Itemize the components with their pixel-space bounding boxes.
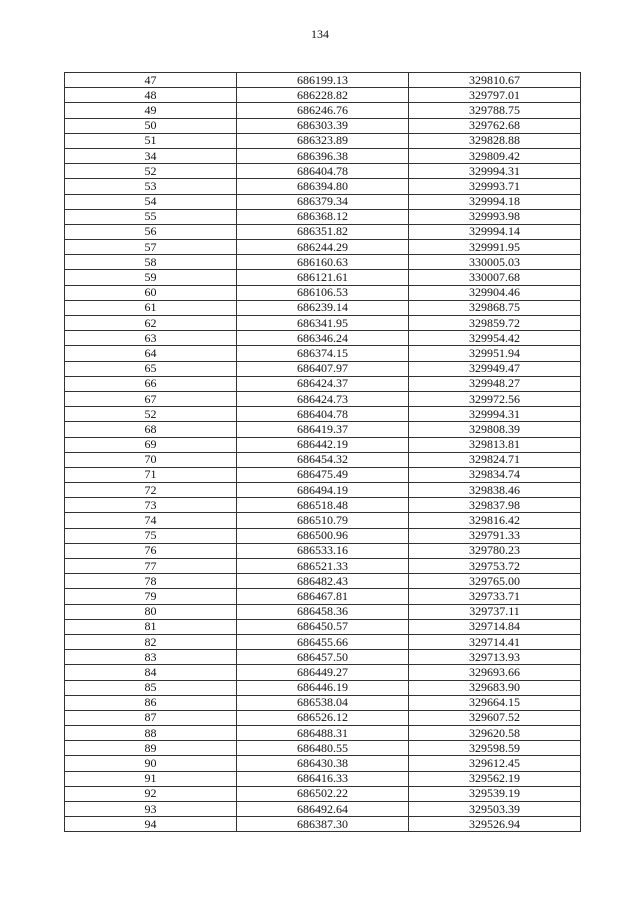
table-row: [65, 771, 581, 786]
point-number-cell: 54: [65, 194, 237, 209]
table-row: [65, 726, 581, 741]
table-row: [65, 483, 581, 498]
y-coordinate-cell: 329904.46: [409, 285, 581, 300]
point-number-cell: 85: [65, 680, 237, 695]
x-coordinate-cell: 686387.30: [237, 817, 409, 832]
x-coordinate-cell: 686341.95: [237, 316, 409, 331]
point-number-cell: 49: [65, 103, 237, 118]
table-row: [65, 376, 581, 391]
x-coordinate-cell: 686419.37: [237, 422, 409, 437]
x-coordinate-cell: 686488.31: [237, 726, 409, 741]
y-coordinate-cell: 329809.42: [409, 148, 581, 163]
point-number-cell: 34: [65, 148, 237, 163]
x-coordinate-cell: 686346.24: [237, 331, 409, 346]
point-number-cell: 83: [65, 650, 237, 665]
y-coordinate-cell: 329991.95: [409, 240, 581, 255]
point-number-cell: 76: [65, 543, 237, 558]
y-coordinate-cell: 329714.84: [409, 619, 581, 634]
point-number-cell: 88: [65, 726, 237, 741]
x-coordinate-cell: 686407.97: [237, 361, 409, 376]
y-coordinate-cell: 329816.42: [409, 513, 581, 528]
y-coordinate-cell: 330005.03: [409, 255, 581, 270]
y-coordinate-cell: 329993.71: [409, 179, 581, 194]
x-coordinate-cell: 686228.82: [237, 88, 409, 103]
x-coordinate-cell: 686351.82: [237, 224, 409, 239]
x-coordinate-cell: 686455.66: [237, 634, 409, 649]
y-coordinate-cell: 329808.39: [409, 422, 581, 437]
x-coordinate-cell: 686442.19: [237, 437, 409, 452]
x-coordinate-cell: 686106.53: [237, 285, 409, 300]
x-coordinate-cell: 686394.80: [237, 179, 409, 194]
table-row: [65, 270, 581, 285]
y-coordinate-cell: 330007.68: [409, 270, 581, 285]
point-number-cell: 57: [65, 240, 237, 255]
table-row: [65, 118, 581, 133]
point-number-cell: 61: [65, 300, 237, 315]
y-coordinate-cell: 329620.58: [409, 726, 581, 741]
table-row: [65, 467, 581, 482]
table-row: [65, 437, 581, 452]
point-number-cell: 55: [65, 209, 237, 224]
point-number-cell: 92: [65, 786, 237, 801]
point-number-cell: 87: [65, 710, 237, 725]
y-coordinate-cell: 329683.90: [409, 680, 581, 695]
table-row: [65, 133, 581, 148]
point-number-cell: 59: [65, 270, 237, 285]
y-coordinate-cell: 329714.41: [409, 634, 581, 649]
y-coordinate-cell: 329788.75: [409, 103, 581, 118]
table-row: [65, 103, 581, 118]
x-coordinate-cell: 686475.49: [237, 467, 409, 482]
y-coordinate-cell: 329713.93: [409, 650, 581, 665]
y-coordinate-cell: 329837.98: [409, 498, 581, 513]
x-coordinate-cell: 686323.89: [237, 133, 409, 148]
y-coordinate-cell: 329824.71: [409, 452, 581, 467]
x-coordinate-cell: 686396.38: [237, 148, 409, 163]
point-number-cell: 72: [65, 483, 237, 498]
x-coordinate-cell: 686500.96: [237, 528, 409, 543]
table-row: [65, 346, 581, 361]
point-number-cell: 91: [65, 771, 237, 786]
coordinate-table: [64, 72, 581, 832]
y-coordinate-cell: 329526.94: [409, 817, 581, 832]
y-coordinate-cell: 329951.94: [409, 346, 581, 361]
x-coordinate-cell: 686430.38: [237, 756, 409, 771]
y-coordinate-cell: 329607.52: [409, 710, 581, 725]
y-coordinate-cell: 329733.71: [409, 589, 581, 604]
x-coordinate-cell: 686303.39: [237, 118, 409, 133]
table-row: [65, 634, 581, 649]
x-coordinate-cell: 686526.12: [237, 710, 409, 725]
x-coordinate-cell: 686244.29: [237, 240, 409, 255]
table-row: [65, 665, 581, 680]
x-coordinate-cell: 686482.43: [237, 574, 409, 589]
y-coordinate-cell: 329562.19: [409, 771, 581, 786]
point-number-cell: 51: [65, 133, 237, 148]
x-coordinate-cell: 686492.64: [237, 802, 409, 817]
y-coordinate-cell: 329994.18: [409, 194, 581, 209]
point-number-cell: 62: [65, 316, 237, 331]
point-number-cell: 63: [65, 331, 237, 346]
x-coordinate-cell: 686480.55: [237, 741, 409, 756]
x-coordinate-cell: 686379.34: [237, 194, 409, 209]
x-coordinate-cell: 686160.63: [237, 255, 409, 270]
point-number-cell: 81: [65, 619, 237, 634]
table-row: [65, 710, 581, 725]
y-coordinate-cell: 329972.56: [409, 391, 581, 406]
x-coordinate-cell: 686521.33: [237, 559, 409, 574]
x-coordinate-cell: 686368.12: [237, 209, 409, 224]
table-row: [65, 756, 581, 771]
point-number-cell: 68: [65, 422, 237, 437]
x-coordinate-cell: 686458.36: [237, 604, 409, 619]
x-coordinate-cell: 686510.79: [237, 513, 409, 528]
table-row: [65, 361, 581, 376]
y-coordinate-cell: 329797.01: [409, 88, 581, 103]
table-row: [65, 817, 581, 832]
table-row: [65, 574, 581, 589]
y-coordinate-cell: 329810.67: [409, 73, 581, 88]
x-coordinate-cell: 686404.78: [237, 164, 409, 179]
point-number-cell: 86: [65, 695, 237, 710]
x-coordinate-cell: 686246.76: [237, 103, 409, 118]
point-number-cell: 74: [65, 513, 237, 528]
table-row: [65, 589, 581, 604]
x-coordinate-cell: 686457.50: [237, 650, 409, 665]
x-coordinate-cell: 686502.22: [237, 786, 409, 801]
x-coordinate-cell: 686404.78: [237, 407, 409, 422]
table-row: [65, 224, 581, 239]
point-number-cell: 94: [65, 817, 237, 832]
table-row: [65, 300, 581, 315]
y-coordinate-cell: 329791.33: [409, 528, 581, 543]
x-coordinate-cell: 686239.14: [237, 300, 409, 315]
table-row: [65, 513, 581, 528]
y-coordinate-cell: 329994.31: [409, 164, 581, 179]
table-row: [65, 285, 581, 300]
point-number-cell: 52: [65, 164, 237, 179]
point-number-cell: 53: [65, 179, 237, 194]
point-number-cell: 93: [65, 802, 237, 817]
point-number-cell: 80: [65, 604, 237, 619]
point-number-cell: 66: [65, 376, 237, 391]
y-coordinate-cell: 329994.31: [409, 407, 581, 422]
point-number-cell: 73: [65, 498, 237, 513]
x-coordinate-cell: 686518.48: [237, 498, 409, 513]
point-number-cell: 67: [65, 391, 237, 406]
table-row: [65, 164, 581, 179]
y-coordinate-cell: 329762.68: [409, 118, 581, 133]
x-coordinate-cell: 686454.32: [237, 452, 409, 467]
point-number-cell: 47: [65, 73, 237, 88]
point-number-cell: 65: [65, 361, 237, 376]
y-coordinate-cell: 329868.75: [409, 300, 581, 315]
point-number-cell: 70: [65, 452, 237, 467]
y-coordinate-cell: 329693.66: [409, 665, 581, 680]
point-number-cell: 75: [65, 528, 237, 543]
x-coordinate-cell: 686449.27: [237, 665, 409, 680]
y-coordinate-cell: 329838.46: [409, 483, 581, 498]
y-coordinate-cell: 329780.23: [409, 543, 581, 558]
table-row: [65, 255, 581, 270]
point-number-cell: 89: [65, 741, 237, 756]
point-number-cell: 58: [65, 255, 237, 270]
table-row: [65, 316, 581, 331]
x-coordinate-cell: 686424.73: [237, 391, 409, 406]
point-number-cell: 64: [65, 346, 237, 361]
table-row: [65, 802, 581, 817]
table-row: [65, 559, 581, 574]
x-coordinate-cell: 686446.19: [237, 680, 409, 695]
x-coordinate-cell: 686467.81: [237, 589, 409, 604]
table-row: [65, 786, 581, 801]
table-row: [65, 741, 581, 756]
point-number-cell: 77: [65, 559, 237, 574]
table-row: [65, 422, 581, 437]
y-coordinate-cell: 329598.59: [409, 741, 581, 756]
x-coordinate-cell: 686538.04: [237, 695, 409, 710]
y-coordinate-cell: 329993.98: [409, 209, 581, 224]
table-row: [65, 452, 581, 467]
y-coordinate-cell: 329503.39: [409, 802, 581, 817]
y-coordinate-cell: 329948.27: [409, 376, 581, 391]
table-row: [65, 73, 581, 88]
x-coordinate-cell: 686424.37: [237, 376, 409, 391]
table-row: [65, 604, 581, 619]
point-number-cell: 69: [65, 437, 237, 452]
point-number-cell: 84: [65, 665, 237, 680]
table-row: [65, 194, 581, 209]
table-row: [65, 695, 581, 710]
y-coordinate-cell: 329612.45: [409, 756, 581, 771]
table-row: [65, 391, 581, 406]
y-coordinate-cell: 329828.88: [409, 133, 581, 148]
x-coordinate-cell: 686199.13: [237, 73, 409, 88]
y-coordinate-cell: 329949.47: [409, 361, 581, 376]
table-row: [65, 680, 581, 695]
y-coordinate-cell: 329737.11: [409, 604, 581, 619]
table-row: [65, 88, 581, 103]
table-row: [65, 619, 581, 634]
point-number-cell: 79: [65, 589, 237, 604]
table-row: [65, 543, 581, 558]
y-coordinate-cell: 329765.00: [409, 574, 581, 589]
x-coordinate-cell: 686494.19: [237, 483, 409, 498]
y-coordinate-cell: 329539.19: [409, 786, 581, 801]
y-coordinate-cell: 329813.81: [409, 437, 581, 452]
x-coordinate-cell: 686416.33: [237, 771, 409, 786]
table-row: [65, 209, 581, 224]
table-row: [65, 528, 581, 543]
point-number-cell: 90: [65, 756, 237, 771]
table-row: [65, 498, 581, 513]
point-number-cell: 50: [65, 118, 237, 133]
x-coordinate-cell: 686374.15: [237, 346, 409, 361]
y-coordinate-cell: 329994.14: [409, 224, 581, 239]
y-coordinate-cell: 329753.72: [409, 559, 581, 574]
coordinate-table-body: [65, 73, 581, 832]
point-number-cell: 82: [65, 634, 237, 649]
point-number-cell: 71: [65, 467, 237, 482]
page-number: 134: [311, 27, 329, 41]
y-coordinate-cell: 329834.74: [409, 467, 581, 482]
x-coordinate-cell: 686533.16: [237, 543, 409, 558]
y-coordinate-cell: 329664.15: [409, 695, 581, 710]
point-number-cell: 48: [65, 88, 237, 103]
table-row: [65, 331, 581, 346]
table-row: [65, 650, 581, 665]
point-number-cell: 60: [65, 285, 237, 300]
table-row: [65, 179, 581, 194]
x-coordinate-cell: 686450.57: [237, 619, 409, 634]
point-number-cell: 52: [65, 407, 237, 422]
point-number-cell: 78: [65, 574, 237, 589]
x-coordinate-cell: 686121.61: [237, 270, 409, 285]
table-row: [65, 407, 581, 422]
table-row: [65, 148, 581, 163]
table-row: [65, 240, 581, 255]
y-coordinate-cell: 329954.42: [409, 331, 581, 346]
y-coordinate-cell: 329859.72: [409, 316, 581, 331]
point-number-cell: 56: [65, 224, 237, 239]
